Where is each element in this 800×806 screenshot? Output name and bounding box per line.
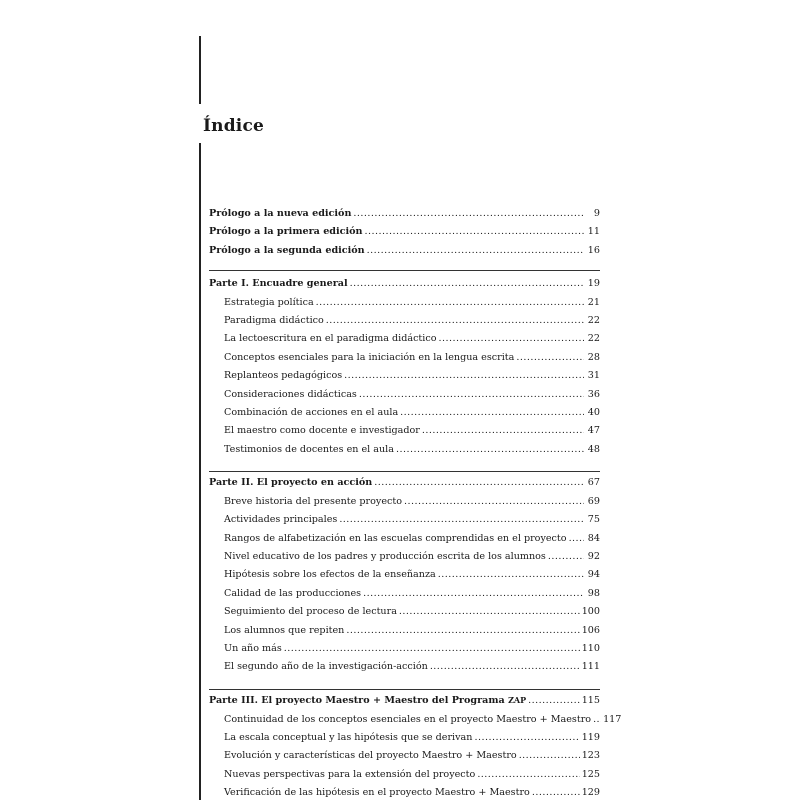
toc-entry[interactable] <box>209 444 600 462</box>
section-divider <box>209 263 600 271</box>
toc-entry-prologue-second[interactable] <box>209 245 600 263</box>
toc-dot-leader <box>439 333 584 344</box>
toc-dot-leader <box>344 370 584 381</box>
toc-entry-title: Hipótesis sobre los efectos de la enseñanza <box>224 569 436 581</box>
toc-entry-title: Testimonios de docentes en el aula <box>224 443 394 455</box>
toc-dot-leader <box>548 551 584 562</box>
toc-entry[interactable] <box>209 732 600 750</box>
toc-dot-leader <box>593 714 601 725</box>
toc-entry-page: 9 <box>593 208 600 219</box>
toc-entry-page: 111 <box>581 661 600 673</box>
toc-entry-page: 92 <box>587 551 600 563</box>
toc-entry-page: 16 <box>587 244 600 256</box>
toc-entry-page: 84 <box>587 532 600 544</box>
toc-part-title <box>209 695 526 706</box>
toc-entry-title: Prólogo a la nueva edición <box>209 208 352 219</box>
page-title: Índice <box>203 116 265 136</box>
toc-dot-leader <box>532 787 580 798</box>
toc-entry-page: 40 <box>587 406 600 418</box>
toc-dot-leader <box>430 661 580 672</box>
toc-entry[interactable] <box>209 315 600 333</box>
toc-entry-page: 119 <box>581 731 600 743</box>
toc-entry-page: 47 <box>587 425 600 437</box>
toc-entry-title: Un año más <box>224 642 282 654</box>
toc-dot-leader <box>326 315 584 326</box>
toc-dot-leader <box>404 496 584 507</box>
toc-dot-leader <box>399 606 580 617</box>
table-of-contents <box>209 208 622 806</box>
toc-entry-title: El segundo año de la investigación-acción <box>224 661 428 673</box>
toc-part-title-acronym: ZAP <box>508 695 527 706</box>
toc-dot-leader <box>422 425 584 436</box>
toc-dot-leader <box>477 769 579 780</box>
toc-entry[interactable] <box>209 606 600 624</box>
toc-entry[interactable] <box>209 333 600 351</box>
toc-entry-page: 123 <box>581 750 600 762</box>
toc-entry[interactable] <box>209 514 600 532</box>
toc-part-title: Parte II. El proyecto en acción <box>209 477 373 489</box>
section-divider <box>209 680 600 690</box>
toc-dot-leader <box>339 514 584 525</box>
toc-entry-title: Paradigma didáctico <box>224 314 324 326</box>
toc-dot-leader <box>346 625 579 636</box>
toc-entry-page: 22 <box>587 333 600 345</box>
toc-entry[interactable] <box>209 425 600 443</box>
toc-entry[interactable] <box>209 713 622 732</box>
toc-dot-leader <box>569 533 584 544</box>
toc-entry-title: Replanteos pedagógicos <box>224 370 343 382</box>
toc-part-heading[interactable] <box>209 278 600 296</box>
toc-entry-page: 28 <box>587 351 600 363</box>
toc-entry[interactable] <box>209 769 600 787</box>
toc-entry[interactable] <box>209 551 600 569</box>
toc-entry-title: Actividades principales <box>224 514 338 526</box>
toc-entry-page: 129 <box>581 787 600 799</box>
toc-entry-page: 110 <box>581 642 600 654</box>
toc-dot-leader <box>528 695 580 706</box>
toc-entry-page: 36 <box>587 388 600 400</box>
toc-entry-title: Calidad de las producciones <box>224 587 362 599</box>
toc-entry-title: Evolución y características del proyecto Maestro + Maestro <box>224 750 517 762</box>
toc-dot-leader <box>359 389 584 400</box>
toc-entry-page: 31 <box>587 370 600 382</box>
toc-dot-leader <box>396 444 584 455</box>
toc-entry-page: 67 <box>587 477 600 489</box>
toc-entry[interactable] <box>209 643 600 661</box>
toc-part-title-text: Parte III. El proyecto Maestro + Maestro del Programa <box>209 695 505 707</box>
toc-entry-page: 22 <box>587 314 600 326</box>
toc-entry-title: Los alumnos que repiten <box>224 624 345 636</box>
toc-entry[interactable] <box>209 496 600 514</box>
toc-entry[interactable] <box>209 588 600 606</box>
toc-entry-page: 75 <box>587 514 600 526</box>
toc-entry-page: 48 <box>587 443 600 455</box>
toc-dot-leader <box>350 278 584 289</box>
toc-entry-title: Seguimiento del proceso de lectura <box>224 606 397 618</box>
toc-entry[interactable] <box>209 661 600 679</box>
toc-entry-page: 106 <box>581 624 600 636</box>
toc-part-heading[interactable] <box>209 695 600 713</box>
toc-dot-leader <box>284 643 580 654</box>
toc-entry-title: Breve historia del presente proyecto <box>224 495 402 507</box>
toc-entry-title: Nivel educativo de los padres y producción escrita de los alumnos <box>224 551 546 563</box>
toc-entry-title: La lectoescritura en el paradigma didáctico <box>224 333 437 345</box>
toc-entry[interactable] <box>209 569 600 587</box>
margin-rule-top <box>199 36 201 104</box>
toc-dot-leader <box>367 245 584 256</box>
toc-entry-page: 117 <box>603 713 622 725</box>
toc-entry[interactable] <box>209 625 600 643</box>
toc-entry-page: 19 <box>587 278 600 290</box>
toc-entry-page: 94 <box>587 569 600 581</box>
toc-entry-title: Estrategia política <box>224 296 314 308</box>
toc-entry-title: La escala conceptual y las hipótesis que se derivan <box>224 731 473 743</box>
toc-entry-page: 69 <box>587 495 600 507</box>
margin-rule-bottom <box>199 143 201 800</box>
toc-entry-prologue-first[interactable] <box>209 226 600 244</box>
toc-dot-leader <box>400 407 584 418</box>
toc-dot-leader <box>316 297 584 308</box>
toc-dot-leader <box>353 208 584 219</box>
toc-dot-leader <box>519 750 580 761</box>
toc-dot-leader <box>474 732 579 743</box>
section-divider <box>209 462 600 472</box>
toc-dot-leader <box>438 569 584 580</box>
toc-part-heading[interactable] <box>209 477 600 495</box>
toc-entry-title: Nuevas perspectivas para la extensión del proyecto <box>224 768 476 780</box>
toc-entry-title: Verificación de las hipótesis en el proyecto Maestro + Maestro <box>224 787 530 799</box>
toc-entry-page: 21 <box>587 296 600 308</box>
toc-entry-page: 11 <box>587 226 600 238</box>
toc-entry-title: Consideraciones didácticas <box>224 388 357 400</box>
toc-entry-title: Combinación de acciones en el aula <box>224 406 399 418</box>
toc-entry[interactable] <box>209 389 600 407</box>
toc-dot-leader <box>365 226 584 237</box>
toc-entry-title: Prólogo a la segunda edición <box>209 244 365 256</box>
toc-entry[interactable] <box>209 750 600 768</box>
toc-entry-prologue-new[interactable] <box>209 208 600 226</box>
toc-entry-page: 115 <box>581 695 600 707</box>
toc-entry[interactable] <box>209 352 600 370</box>
toc-dot-leader <box>363 588 584 599</box>
toc-entry-title: Rangos de alfabetización en las escuelas comprendidas en el proyecto <box>224 532 567 544</box>
toc-entry-title: El maestro como docente e investigador <box>224 425 420 437</box>
toc-entry-title: Prólogo a la primera edición <box>209 226 363 238</box>
toc-entry-page: 100 <box>581 606 600 618</box>
toc-entry-title: Conceptos esenciales para la iniciación en la lengua escrita <box>224 351 515 363</box>
toc-entry[interactable] <box>209 370 600 388</box>
toc-entry-page: 98 <box>587 587 600 599</box>
toc-entry[interactable] <box>209 787 600 805</box>
toc-entry-title: Continuidad de los conceptos esenciales en el proyecto Maestro + Maestro <box>224 713 592 725</box>
toc-entry-page: 125 <box>581 768 600 780</box>
toc-entry[interactable] <box>209 407 600 425</box>
toc-entry[interactable] <box>209 533 600 551</box>
toc-dot-leader <box>516 352 584 363</box>
toc-dot-leader <box>374 477 584 488</box>
toc-part-title: Parte I. Encuadre general <box>209 278 348 290</box>
toc-entry[interactable] <box>209 297 600 315</box>
